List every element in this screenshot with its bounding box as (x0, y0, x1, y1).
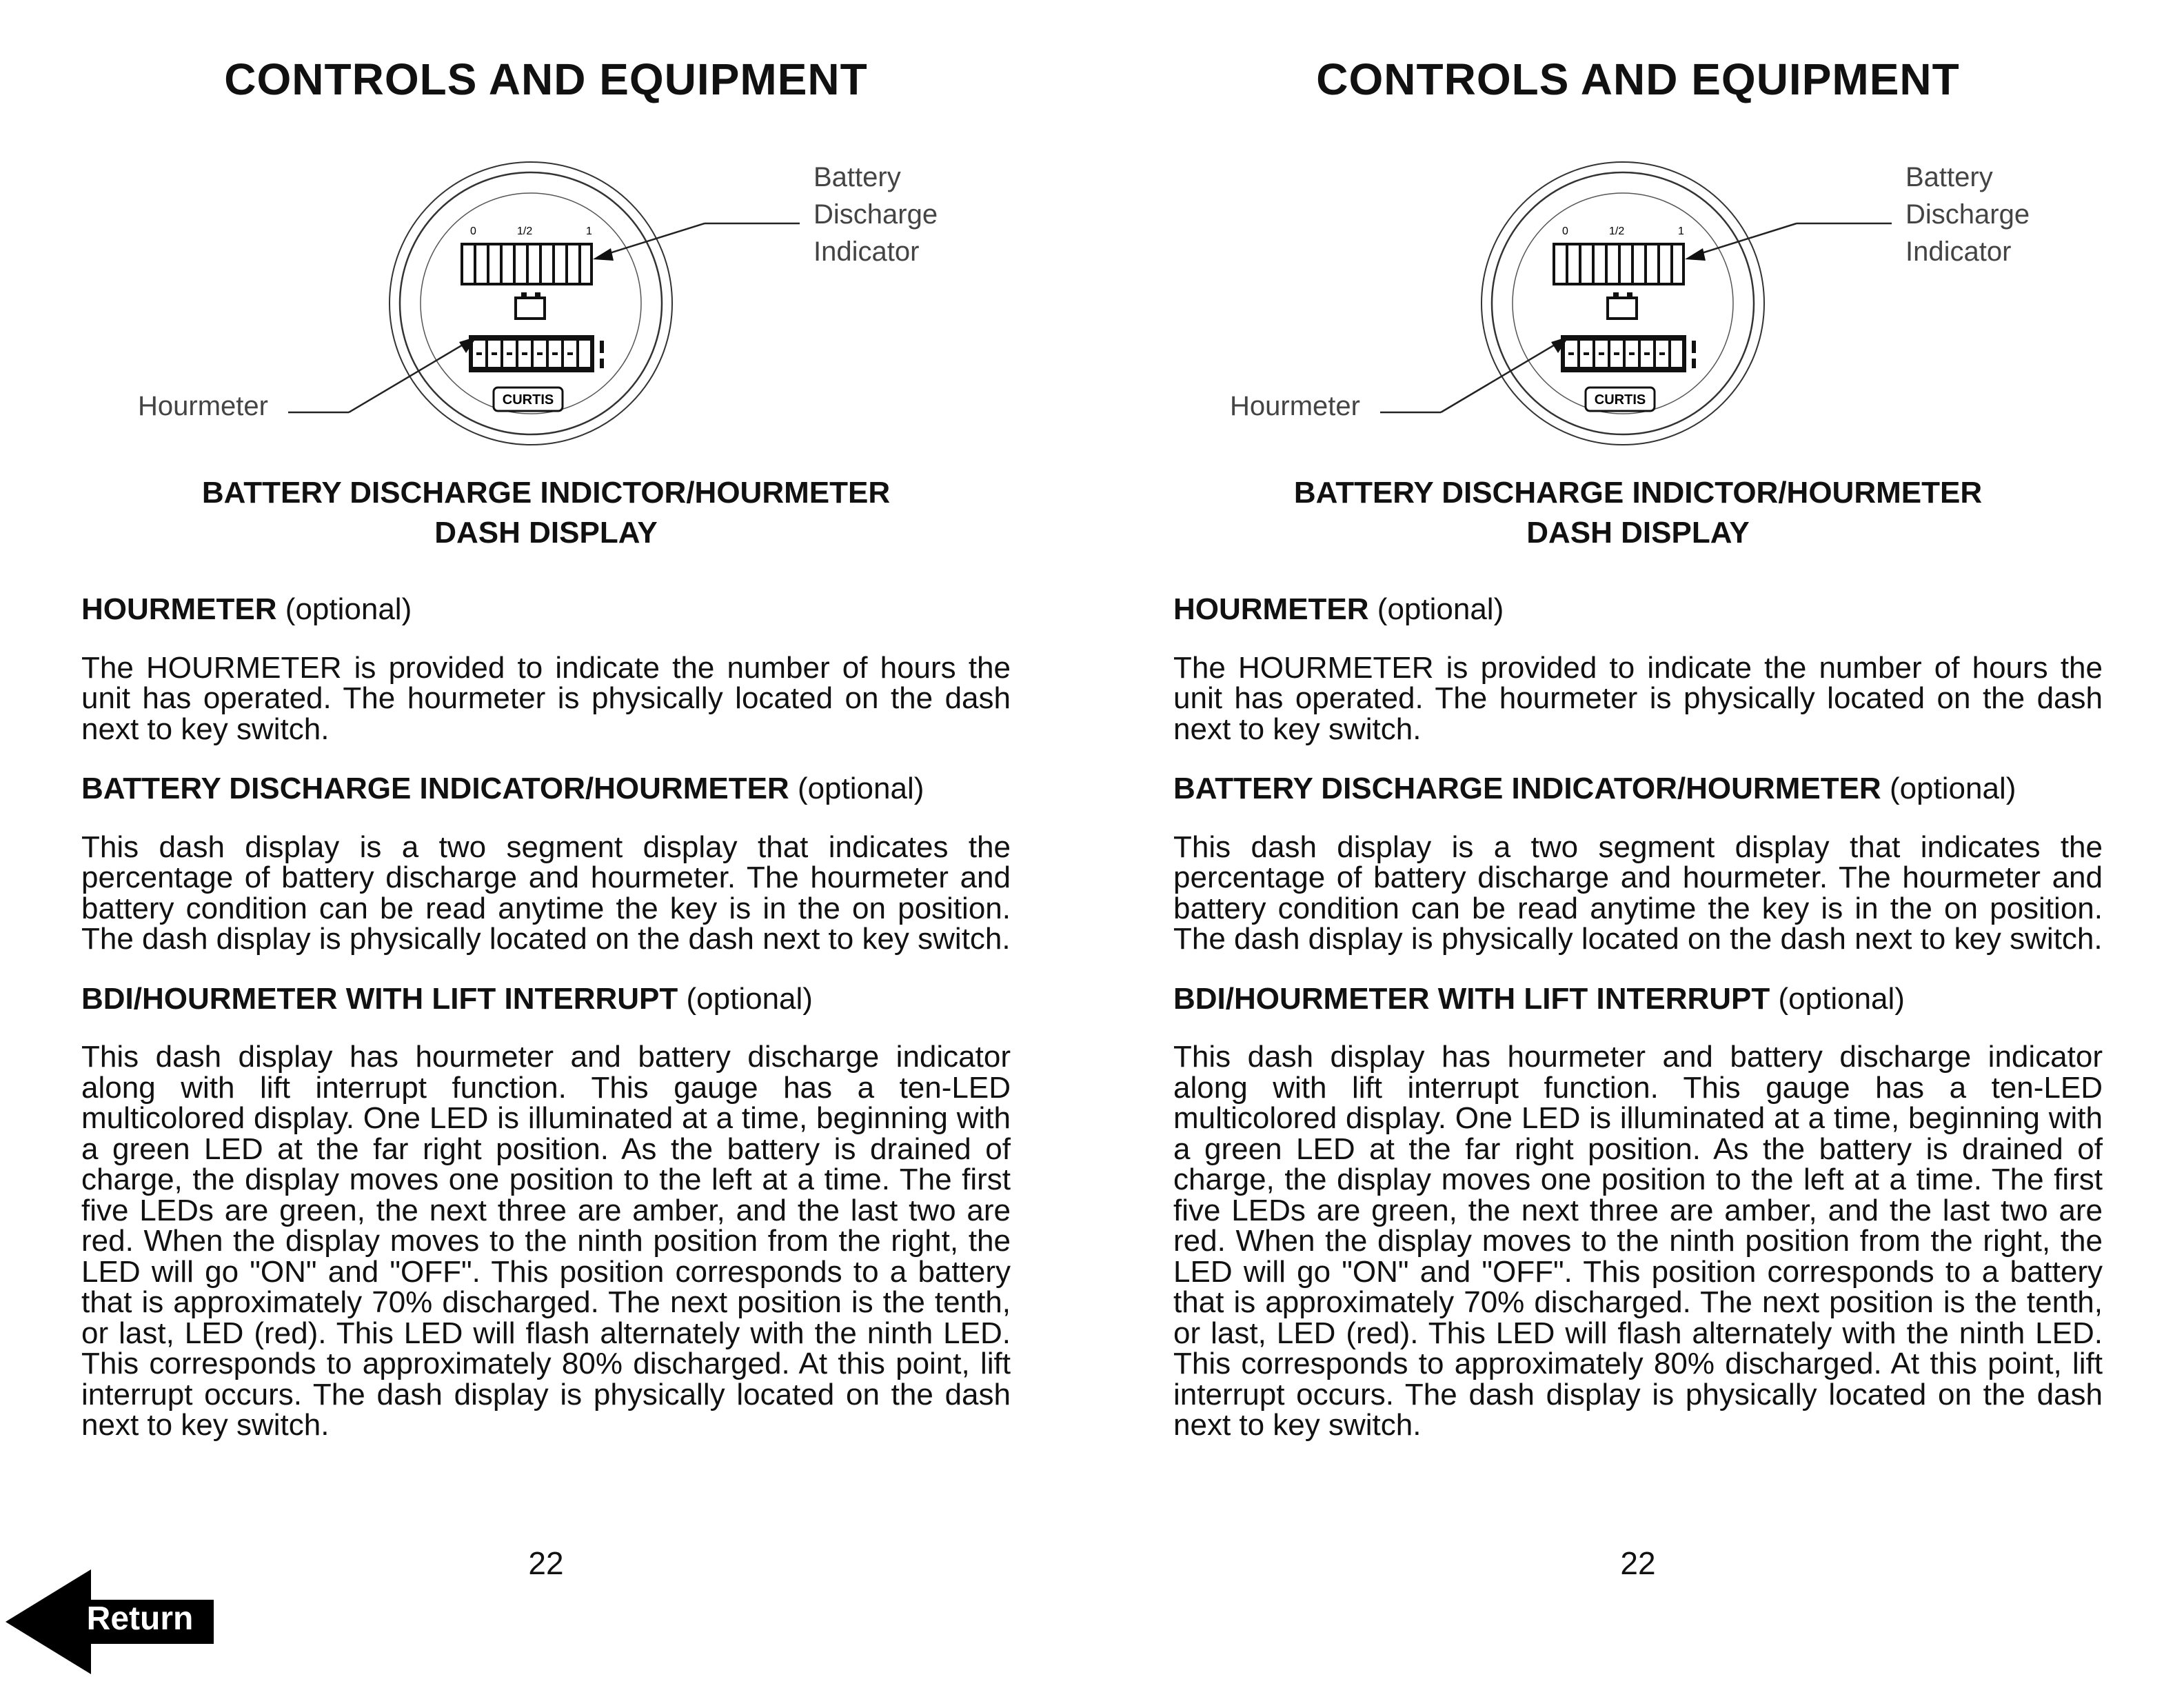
section-heading: BDI/HOURMETER WITH LIFT INTERRUPT (optional) (81, 981, 813, 1016)
section-paragraph: The HOURMETER is provided to indicate the number of hours the unit has operated. The hourmeter is physically located on the dash next to key switch. (1173, 650, 2103, 746)
battery-leader-arrow (593, 248, 614, 261)
hourmeter-label: Hourmeter (138, 391, 268, 421)
page-number: 22 (1620, 1545, 1656, 1581)
gauge-scale-0: 0 (470, 225, 476, 237)
gauge-scale-1: 1 (586, 225, 592, 237)
return-label: Return (86, 1600, 194, 1637)
gauge-diagram (117, 138, 1000, 462)
figure-caption: BATTERY DISCHARGE INDICTOR/HOURMETER DASH DISPLAY (1293, 476, 1983, 550)
gauge-scale-0: 0 (1562, 225, 1568, 237)
section-paragraph: This dash display is a two segment display that indicates the percentage of battery discharge and hourmeter. The hourmeter and battery condition can be read anytime the key is in the on position. The dash display is physically located on the dash next to key switch. (1173, 830, 2103, 956)
figure-caption: BATTERY DISCHARGE INDICTOR/HOURMETER DASH DISPLAY (201, 476, 891, 550)
gauge-scale-half: 1/2 (1609, 225, 1625, 237)
section-paragraph: The HOURMETER is provided to indicate the number of hours the unit has operated. The hourmeter is physically located on the dash next to key switch. (81, 650, 1011, 746)
hourmeter-label: Hourmeter (1230, 391, 1360, 421)
page-title: CONTROLS AND EQUIPMENT (1316, 54, 1960, 104)
battery-discharge-indicator-label: Battery Discharge Indicator (1905, 162, 2030, 267)
page-title: CONTROLS AND EQUIPMENT (224, 54, 868, 104)
gauge-scale-1: 1 (1678, 225, 1684, 237)
right-page (1092, 0, 2184, 1688)
return-button[interactable] (6, 1569, 219, 1680)
page-number: 22 (528, 1545, 564, 1581)
gauge-brand: CURTIS (1594, 392, 1646, 408)
section-heading: BATTERY DISCHARGE INDICATOR/HOURMETER (optional) (81, 772, 924, 805)
battery-discharge-indicator-label: Battery Discharge Indicator (813, 162, 938, 267)
section-paragraph: This dash display has hourmeter and battery discharge indicator along with lift interrupt function. This gauge has a ten-LED multicolored display. One LED is illuminated at a time, beginning with a green LED at the far right position. As the battery is drained of charge, the display moves one position to the left at a time. The first five LEDs are green, the next three are amber, and the last two are red. When the display moves to the ninth position from the right, the LED will go "ON" and "OFF". This position corresponds to a battery that is approximately 70% discharged. The next position is the tenth, or last, LED (red). This LED will flash alternately with the ninth LED. This corresponds to approximately 80% discharged. At this point, lift interrupt occurs. The dash display is physically located on the dash next to key switch. (81, 1040, 1011, 1442)
gauge-scale-half: 1/2 (517, 225, 533, 237)
body-text (1173, 594, 2103, 1441)
section-heading: BDI/HOURMETER WITH LIFT INTERRUPT (optional) (1173, 981, 1905, 1016)
section-heading: HOURMETER (optional) (81, 592, 412, 626)
section-paragraph: This dash display is a two segment display that indicates the percentage of battery discharge and hourmeter. The hourmeter and battery condition can be read anytime the key is in the on position. The dash display is physically located on the dash next to key switch. (81, 830, 1011, 956)
gauge-diagram (1209, 138, 2092, 462)
section-paragraph: This dash display has hourmeter and battery discharge indicator along with lift interrupt function. This gauge has a ten-LED multicolored display. One LED is illuminated at a time, beginning with a green LED at the far right position. As the battery is drained of charge, the display moves one position to the left at a time. The first five LEDs are green, the next three are amber, and the last two are red. When the display moves to the ninth position from the right, the LED will go "ON" and "OFF". This position corresponds to a battery that is approximately 70% discharged. The next position is the tenth, or last, LED (red). This LED will flash alternately with the ninth LED. This corresponds to approximately 80% discharged. At this point, lift interrupt occurs. The dash display is physically located on the dash next to key switch. (1173, 1040, 2103, 1442)
section-heading: BATTERY DISCHARGE INDICATOR/HOURMETER (optional) (1173, 772, 2016, 805)
battery-leader-arrow (1685, 248, 1706, 261)
gauge-brand: CURTIS (502, 392, 554, 408)
body-text (81, 594, 1011, 1441)
section-heading: HOURMETER (optional) (1173, 592, 1504, 626)
